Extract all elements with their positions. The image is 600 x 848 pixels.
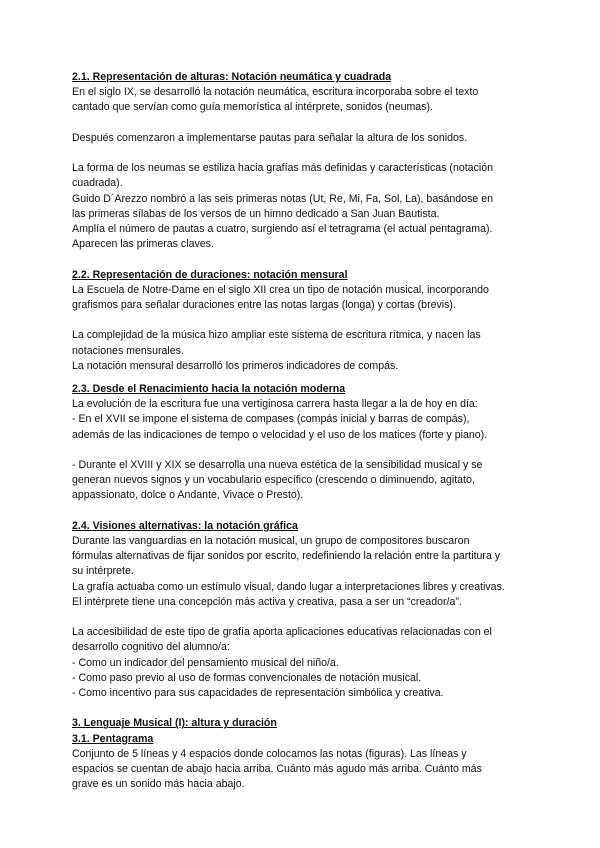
paragraph	[72, 131, 532, 146]
text-line: grave es un sonido más hacia abajo.	[72, 778, 245, 791]
text-line: su intérprete.	[72, 565, 134, 578]
text-line: generan nuevos signos y un vocabulario específico (crescendo o diminuendo, agitato,	[72, 474, 475, 487]
paragraph	[72, 328, 532, 374]
text-line: - Como incentivo para sus capacidades de representación simbólica y creativa.	[72, 687, 444, 700]
paragraph	[72, 85, 532, 115]
paragraph	[72, 747, 532, 793]
paragraph	[72, 397, 532, 443]
text-line: Conjunto de 5 líneas y 4 espacios donde colocamos las notas (figuras). Las líneas y	[72, 747, 467, 760]
text-line: notaciones mensurales.	[72, 344, 184, 357]
text-line: grafismos para señalar duraciones entre las notas largas (longa) y cortas (brevis).	[72, 299, 456, 311]
text-line: Aparecen las primeras claves.	[72, 238, 214, 251]
text-line: cantado que servían como guía memorística al intérprete, sonidos (neumas).	[72, 101, 433, 114]
section-2-1	[72, 70, 532, 252]
text-line: La grafía actuaba como un estímulo visual, dando lugar a interpretaciones libres y creativas.	[72, 580, 505, 593]
paragraph	[72, 625, 532, 701]
document-page	[72, 70, 532, 792]
section-2-4	[72, 519, 532, 701]
paragraph	[72, 283, 532, 313]
chapter-heading: 3. Lenguaje Musical (I): altura y duración	[72, 717, 277, 730]
text-line: - En el XVII se impone el sistema de compases (compás inicial y barras de compás),	[72, 413, 470, 426]
text-line: La complejidad de la música hizo ampliar este sistema de escritura rítmica, y nacen las	[72, 329, 481, 342]
text-line: - Durante el XVIII y XIX se desarrolla una nueva estética de la sensibilidad musical y se	[72, 459, 483, 471]
text-line: appassionato, dolce o Andante, Vivace o Presto).	[72, 489, 304, 502]
text-line: Durante las vanguardias en la notación musical, un grupo de compositores buscaron	[72, 535, 470, 547]
chapter-3	[72, 716, 532, 792]
text-line: Amplía el número de pautas a cuatro, surgiendo así el tetragrama (el actual pentagrama).	[72, 223, 493, 235]
text-line: cuadrada).	[72, 177, 123, 190]
text-line: La forma de los neumas se estiliza hacia grafías más definidas y características (notación	[72, 162, 494, 175]
text-line: Guido D´Arezzo nombró a las seis primeras notas (Ut, Re, Mi, Fa, Sol, La), basándose en	[72, 192, 493, 205]
text-line: La notación mensural desarrolló los primeros indicadores de compás.	[72, 359, 399, 372]
text-line: La evolución de la escritura fue una vertiginosa carrera hasta llegar a la de hoy en día:	[72, 398, 478, 411]
text-line: La Escuela de Notre-Dame en el siglo XII crea un tipo de notación musical, incorporando	[72, 283, 489, 296]
paragraph	[72, 161, 532, 252]
text-line: además de las indicaciones de tempo o velocidad y el uso de los matices (forte y piano).	[72, 428, 488, 441]
text-line: Después comenzaron a implementarse pautas para señalar la altura de los sonidos.	[72, 131, 468, 144]
paragraph	[72, 534, 532, 610]
subsection-heading: 3.1. Pentagrama	[72, 732, 154, 745]
section-heading: 2.4. Visiones alternativas: la notación gráfica	[72, 519, 298, 532]
paragraph	[72, 458, 532, 504]
section-2-3	[72, 382, 532, 504]
section-2-2	[72, 268, 532, 374]
text-line: espacios se cuentan de abajo hacia arriba. Cuánto más agudo más arriba. Cuánto más	[72, 763, 482, 776]
text-line: En el siglo IX, se desarrolló la notación neumática, escritura incorporaba sobre el texto	[72, 86, 479, 99]
section-heading: 2.3. Desde el Renacimiento hacia la notación moderna	[72, 383, 346, 395]
text-line: El intérprete tiene una concepción más activa y creativa, pasa a ser un “creador/a”.	[72, 595, 462, 608]
text-line: - Como un indicador del pensamiento musical del niño/a.	[72, 656, 339, 669]
section-heading: 2.2. Representación de duraciones: notación mensural	[72, 268, 348, 281]
text-line: - Como paso previo al uso de formas convencionales de notación musical.	[72, 671, 422, 684]
text-line: desarrollo cognitivo del alumno/a:	[72, 641, 230, 654]
text-line: fórmulas alternativas de fijar sonidos por escrito, redefiniendo la relación entre la partitura y	[72, 550, 501, 563]
text-line: La accesibilidad de este tipo de grafía aporta aplicaciones educativas relacionadas con el	[72, 626, 492, 639]
section-heading: 2.1. Representación de alturas: Notación neumática y cuadrada	[72, 71, 392, 83]
text-line: las primeras sílabas de los versos de un himno dedicado a San Juan Bautista.	[72, 207, 440, 220]
